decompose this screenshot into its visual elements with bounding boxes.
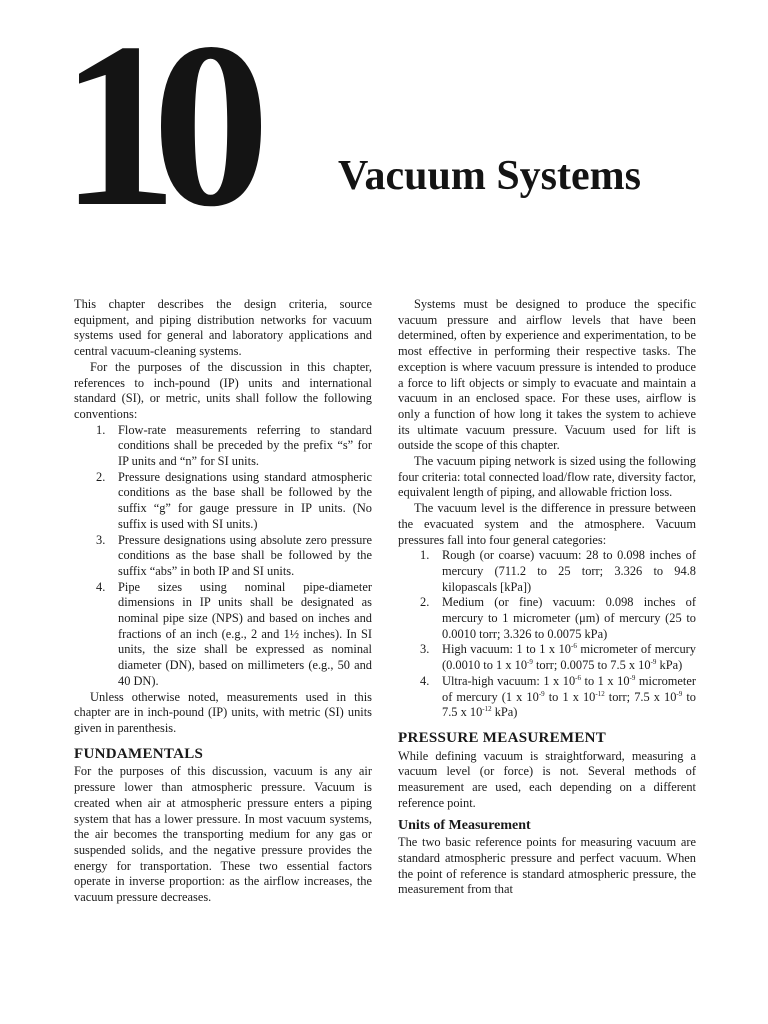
list-item (398, 548, 696, 595)
list-number: 3. (96, 532, 106, 547)
intro-paragraph: This chapter describes the design criteria, source equipment, and piping distribution networks for vacuum systems used for general and laboratory applications and central vacuum-cleaning systems. (74, 297, 372, 359)
list-text: Ultra-high vacuum: 1 x $10^{-6}$ to 1 x $10^{-9}$ micrometer of mercury (1 x $10^{-9}$ to 1 x $10^{-12}$ torr; 7.5 x $10^{-9}$ to 7.5 x $10^{-12}$ kPa) (442, 673, 696, 720)
list-item (398, 674, 696, 721)
list-text: Pressure designations using standard atmospheric conditions as the base shall be followed by the suffix “g” for gauge pressure in IP units. (No suffix is used with SI units.) (118, 469, 372, 531)
chapter-title: Vacuum Systems (338, 153, 641, 199)
list-number: 1. (420, 548, 430, 563)
list-number: 1. (96, 422, 106, 437)
list-item (398, 595, 696, 642)
list-number: 3. (420, 642, 430, 657)
systems-paragraph: Systems must be designed to produce the specific vacuum pressure and airflow levels that have been determined, often by experience and experimentation, to be most effective in performing their respective tasks. The exception is where vacuum pressure is intended to produce a force to lift objects or simply to evacuate and maintain a vacuum in an enclosed space. For these uses, airflow is only a function of how long it takes the system to achieve its ultimate vacuum pressure. Vacuum used for lift is outside the scope of this chapter. (398, 297, 696, 453)
pressure-measurement-heading: PRESSURE MEASUREMENT (398, 729, 607, 746)
right-column (398, 297, 696, 898)
list-number: 2. (420, 595, 430, 610)
conventions-list (74, 423, 372, 690)
list-item (74, 580, 372, 690)
fundamentals-heading: FUNDAMENTALS (74, 745, 204, 762)
list-text: Medium (or fine) vacuum: 0.098 inches of mercury to 1 micrometer (μm) of mercury (25 to 0.0010 torr; 3.326 to 0.0075 kPa) (442, 595, 696, 641)
purposes-paragraph: For the purposes of the discussion in this chapter, references to inch-pound (IP) units and international standard (SI), or metric, units shall follow the following conventions: (74, 359, 372, 421)
list-item (74, 470, 372, 533)
pressure-measurement-paragraph: While defining vacuum is straightforward, measuring a vacuum level (or force) is not. Several methods of measurement are used, each depending on a different reference point. (398, 748, 696, 810)
list-item (74, 423, 372, 470)
units-of-measurement-heading: Units of Measurement (398, 817, 531, 833)
chapter-number: 10 (60, 0, 244, 256)
list-number: 4. (420, 673, 430, 688)
vacuum-level-paragraph: The vacuum level is the difference in pressure between the evacuated system and the atmosphere. Vacuum pressures fall into four general categories: (398, 501, 696, 547)
list-text: High vacuum: 1 to 1 x $10^{-6}$ micrometer of mercury (0.0010 to 1 x $10^{-9}$ torr; 0.0075 to 7.5 x $10^{-9}$ kPa) (442, 642, 696, 673)
fundamentals-paragraph: For the purposes of this discussion, vacuum is any air pressure lower than atmospheric pressure. Vacuum is created when air at atmospheric pressure enters a piping system that has a lower pressure. In most vacuum systems, the air becomes the transporting medium for any gas or suspended solids, and the negative pressure provides the energy for transportation. These two essential factors operate in inverse proportion: as the airflow increases, the vacuum pressure decreases. (74, 764, 372, 905)
list-number: 4. (96, 579, 106, 594)
list-item (74, 533, 372, 580)
list-text: Pipe sizes using nominal pipe-diameter dimensions in IP units shall be designated as nominal pipe size (NPS) and based on inches and fractions of an inch (e.g., 2 and 1½ inches). In SI units, the size shall be expressed as nominal diameter (DN), based on millimeters (e.g., 50 and 40 DN). (118, 579, 372, 688)
list-text: Rough (or coarse) vacuum: 28 to 0.098 inches of mercury (711.2 to 25 torr; 3.326 to 94.8 kilopascals [kPa]) (442, 548, 696, 594)
vacuum-categories-list (398, 548, 696, 721)
list-text: Flow-rate measurements referring to standard conditions shall be preceded by the prefix “s” for IP units and “n” for SI units. (118, 422, 372, 469)
left-column (74, 297, 372, 906)
piping-paragraph: The vacuum piping network is sized using the following four criteria: total connected load/flow rate, diversity factor, equivalent length of piping, and allowable friction loss. (398, 454, 696, 500)
list-text: Pressure designations using absolute zero pressure conditions as the base shall be followed by the suffix “abs” in both IP and SI units. (118, 532, 372, 578)
units-of-measurement-paragraph: The two basic reference points for measuring vacuum are standard atmospheric pressure and perfect vacuum. When the point of reference is standard atmospheric pressure, the measurement from that (398, 835, 696, 897)
list-item (398, 642, 696, 673)
units-note-paragraph: Unless otherwise noted, measurements used in this chapter are in inch-pound (IP) units, with metric (SI) units given in parenthesis. (74, 689, 372, 735)
list-number: 2. (96, 469, 106, 484)
